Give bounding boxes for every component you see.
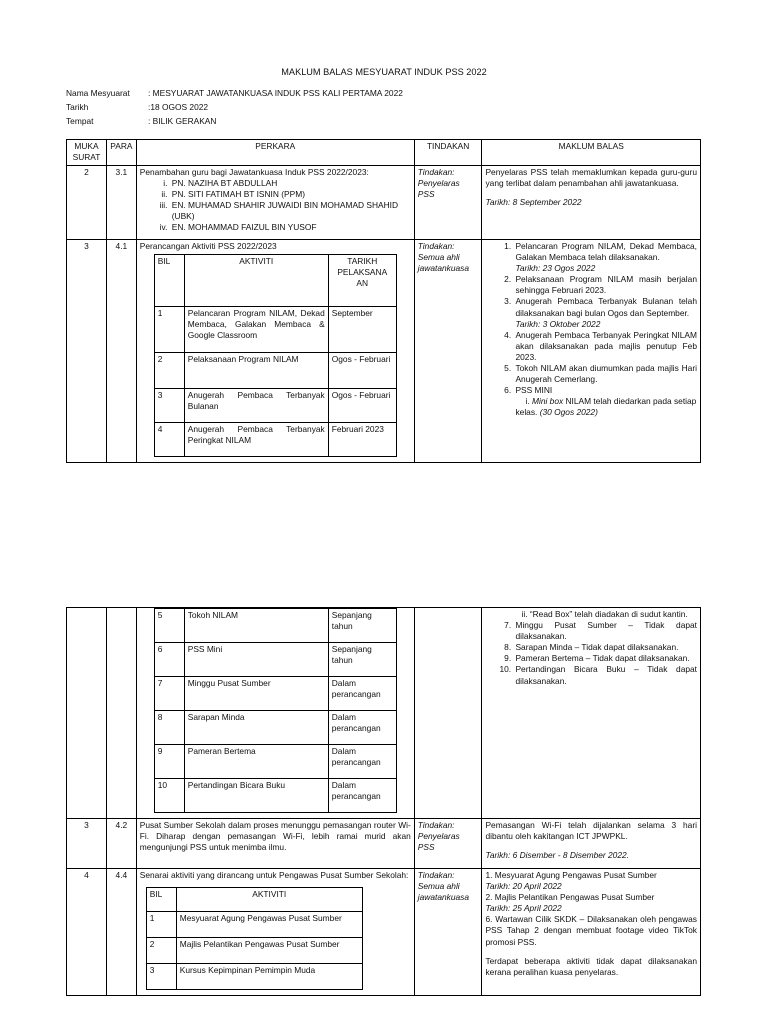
header-tindakan: TINDAKAN (414, 140, 482, 166)
tindakan-cell: Tindakan: Penyelaras PSS (414, 166, 482, 240)
perkara-text: Penambahan guru bagi Jawatankuasa Induk PSS 2022/2023: (139, 167, 369, 177)
activity-bil: 7 (154, 677, 184, 711)
table-row (67, 819, 701, 869)
sub-item-italic: Mini box (531, 396, 564, 407)
activity-header-row (154, 255, 396, 307)
activity-table-continued (154, 608, 397, 813)
maklum-cell (482, 166, 701, 240)
tindakan-cell: Tindakan: Penyelaras PSS (414, 819, 482, 869)
table-row (67, 166, 701, 240)
activity-bil: 3 (146, 964, 176, 990)
header-maklum-balas: MAKLUM BALAS (482, 140, 701, 166)
activity-bil: 10 (154, 779, 184, 813)
list-sub-item (515, 396, 696, 417)
activity-row (154, 779, 396, 813)
pengawas-activity-table (146, 887, 363, 990)
activity-bil: 1 (146, 912, 176, 938)
perkara-text: Perancangan Aktiviti PSS 2022/2023 (139, 241, 277, 251)
activity-row (154, 353, 396, 389)
list-item-text: Anugerah Pembaca Terbanyak Bulanan telah dilaksanakan bagi bulan Ogos dan September. (515, 296, 697, 318)
activity-header-bil: BIL (154, 255, 184, 307)
sub-item-date: (30 Ogos 2022) (539, 407, 598, 418)
activity-name: Mesyuarat Agung Pengawas Pusat Sumber (176, 912, 362, 938)
meta-label: Tarikh (66, 102, 89, 112)
para-cell: 4.2 (107, 819, 137, 869)
maklum-date: Tarikh: 20 April 2022 (485, 881, 562, 892)
maklum-date: Tarikh: 8 September 2022 (485, 197, 582, 208)
header-para: PARA (107, 140, 137, 166)
activity-name: Pelancaran Program NILAM, Dekad Membaca, Galakan Membaca & Google Classroom (184, 307, 328, 353)
minutes-table (66, 139, 701, 463)
maklum-note: Terdapat beberapa aktiviti tidak dapat dilaksanakan kerana peralihan kuasa penyelaras. (485, 955, 697, 977)
activity-row (154, 609, 396, 643)
table-row (67, 869, 701, 996)
activity-date: Februari 2023 (328, 423, 396, 457)
activity-name: Pameran Bertema (184, 745, 328, 779)
maklum-list (485, 241, 697, 419)
list-item: 10. Pertandingan Bicara Buku – Tidak dapat dilaksanakan. (513, 664, 697, 686)
list-item: i. PN. NAZIHA BT ABDULLAH (170, 178, 411, 189)
activity-date: Dalam perancangan (328, 779, 396, 813)
maklum-cell (482, 240, 701, 463)
meta-label: Nama Mesyuarat (66, 88, 130, 98)
activity-bil: 4 (154, 423, 184, 457)
activity-name: Minggu Pusat Sumber (184, 677, 328, 711)
activity-bil: 2 (146, 938, 176, 964)
para-cell: 4.4 (107, 869, 137, 996)
list-item (513, 385, 697, 418)
header-perkara: PERKARA (136, 140, 414, 166)
list-item-date: Tarikh: 3 Oktober 2022 (515, 318, 601, 329)
perkara-cell (136, 166, 414, 240)
muka-cell: 4 (67, 869, 107, 996)
table-header-row (67, 140, 701, 166)
perkara-cell: Pusat Sumber Sekolah dalam proses menunggu pemasangan router Wi-Fi. Diharap dengan pemasangan Wi-Fi, lebih ramai murid akan mengunjungi PSS untuk menimba ilmu. (136, 819, 414, 869)
activity-row (154, 745, 396, 779)
document-title: MAKLUM BALAS MESYUARAT INDUK PSS 2022 (281, 67, 487, 77)
maklum-text: Penyelaras PSS telah memaklumkan kepada guru-guru yang terlibat dalam penambahan ahli jawatankuasa. (485, 167, 697, 189)
activity-row (154, 643, 396, 677)
activity-date: Ogos - Februari (328, 389, 396, 423)
activity-header-row (146, 888, 362, 912)
tindakan-cell: Tindakan: Semua ahli jawatankuasa (414, 869, 482, 996)
maklum-sub-item: ii. “Read Box” telah diadakan di sudut kantin. (521, 609, 688, 619)
activity-header-aktiviti: AKTIVITI (184, 255, 328, 307)
list-item-date: Tarikh: 23 Ogos 2022 (515, 263, 596, 274)
activity-name: PSS Mini (184, 643, 328, 677)
activity-bil: 5 (154, 609, 184, 643)
activity-date: Ogos - Februari (328, 353, 396, 389)
list-item: ii. PN. SITI FATIMAH BT ISNIN (PPM) (170, 189, 411, 200)
maklum-item: 6. Wartawan Cilik SKDK – Dilaksanakan oleh pengawas PSS Tahap 2 dengan membuat footage video TikTok promosi PSS. (485, 914, 697, 947)
activity-header-tarikh: TARIKH PELAKSANA AN (328, 255, 396, 307)
list-item: iv. EN. MOHAMMAD FAIZUL BIN YUSOF (170, 222, 411, 233)
list-item: 9. Pameran Bertema – Tidak dapat dilaksanakan. (513, 653, 697, 664)
table-row (67, 608, 701, 819)
activity-name: Anugerah Pembaca Terbanyak Bulanan (184, 389, 328, 423)
header-muka-surat: MUKA SURAT (67, 140, 107, 166)
meta-value: : BILIK GERAKAN (148, 116, 217, 126)
muka-cell: 2 (67, 166, 107, 240)
list-item: 4. Anugerah Pembaca Terbanyak Peringkat NILAM akan dilaksanakan pada majlis penutup Feb 2023. (513, 330, 697, 363)
muka-cell (67, 608, 107, 819)
activity-row (154, 423, 396, 457)
maklum-date: Tarikh: 25 April 2022 (485, 903, 562, 914)
activity-header-bil: BIL (146, 888, 176, 912)
activity-row (154, 389, 396, 423)
list-item (513, 296, 697, 329)
list-item-text: PSS MINI (515, 385, 553, 396)
activity-date: Sepanjang tahun (328, 609, 396, 643)
activity-row (154, 307, 396, 353)
perkara-cell (136, 869, 414, 996)
table-row (67, 240, 701, 463)
maklum-cell (482, 819, 701, 869)
sub-item-text: NILAM telah diedarkan pada setiap kelas. (515, 396, 697, 418)
maklum-item: 1. Mesyuarat Agung Pengawas Pusat Sumber (485, 870, 657, 880)
activity-date: September (328, 307, 396, 353)
perkara-text: Senarai aktiviti yang dirancang untuk Pengawas Pusat Sumber Sekolah: (139, 870, 409, 880)
maklum-cell (482, 869, 701, 996)
list-item: 5. Tokoh NILAM akan diumumkan pada majlis Hari Anugerah Cemerlang. (513, 363, 697, 385)
activity-row (146, 964, 362, 990)
perkara-cell (136, 608, 414, 819)
activity-name: Pelaksanaan Program NILAM (184, 353, 328, 389)
para-cell: 4.1 (107, 240, 137, 463)
tindakan-cell (414, 608, 482, 819)
maklum-date: Tarikh: 6 Disember - 8 Disember 2022. (485, 850, 629, 861)
maklum-item: 2. Majlis Pelantikan Pengawas Pusat Sumber (485, 892, 655, 903)
activity-bil: 2 (154, 353, 184, 389)
activity-date: Dalam perancangan (328, 745, 396, 779)
muka-cell: 3 (67, 240, 107, 463)
meta-value: :18 OGOS 2022 (148, 102, 209, 112)
para-cell: 3.1 (107, 166, 137, 240)
activity-bil: 1 (154, 307, 184, 353)
tindakan-cell: Tindakan: Semua ahli jawatankuasa (414, 240, 482, 463)
activity-date: Dalam perancangan (328, 677, 396, 711)
activity-name: Pertandingan Bicara Buku (184, 779, 328, 813)
maklum-text: Pemasangan Wi-Fi telah dijalankan selama 3 hari dibantu oleh kakitangan ICT JPWPKL. (485, 820, 697, 842)
activity-name: Majlis Pelantikan Pengawas Pusat Sumber (176, 938, 362, 964)
sub-item-marker: i. (525, 396, 530, 407)
activity-row (146, 938, 362, 964)
activity-row (154, 711, 396, 745)
list-item (513, 241, 697, 274)
activity-name: Tokoh NILAM (184, 609, 328, 643)
activity-bil: 6 (154, 643, 184, 677)
activity-name: Sarapan Minda (184, 711, 328, 745)
activity-header-aktiviti: AKTIVITI (176, 888, 362, 912)
activity-date: Sepanjang tahun (328, 643, 396, 677)
list-item: 2. Pelaksanaan Program NILAM masih berjalan sehingga Februari 2023. (513, 274, 697, 296)
activity-bil: 8 (154, 711, 184, 745)
list-item-text: Pelancaran Program NILAM, Dekad Membaca, Galakan Membaca telah dilaksanakan. (515, 241, 697, 263)
activity-name: Anugerah Pembaca Terbanyak Peringkat NILAM (184, 423, 328, 457)
muka-cell: 3 (67, 819, 107, 869)
para-cell (107, 608, 137, 819)
activity-date: Dalam perancangan (328, 711, 396, 745)
activity-bil: 3 (154, 389, 184, 423)
meta-label: Tempat (66, 116, 94, 126)
names-list (140, 178, 411, 233)
activity-name: Kursus Kepimpinan Pemimpin Muda (176, 964, 362, 990)
activity-row (146, 912, 362, 938)
activity-bil: 9 (154, 745, 184, 779)
maklum-cell (482, 608, 701, 819)
list-item: 7. Minggu Pusat Sumber – Tidak dapat dilaksanakan. (513, 620, 697, 642)
activity-row (154, 677, 396, 711)
perkara-cell (136, 240, 414, 463)
minutes-table-continued (66, 607, 701, 996)
list-item: 8. Sarapan Minda – Tidak dapat dilaksanakan. (513, 642, 697, 653)
maklum-list-continued (485, 620, 697, 687)
activity-table (154, 254, 397, 457)
list-item: iii. EN. MUHAMAD SHAHIR JUWAIDI BIN MOHAMAD SHAHID (UBK) (170, 200, 411, 222)
meta-value: : MESYUARAT JAWATANKUASA INDUK PSS KALI PERTAMA 2022 (148, 88, 403, 98)
